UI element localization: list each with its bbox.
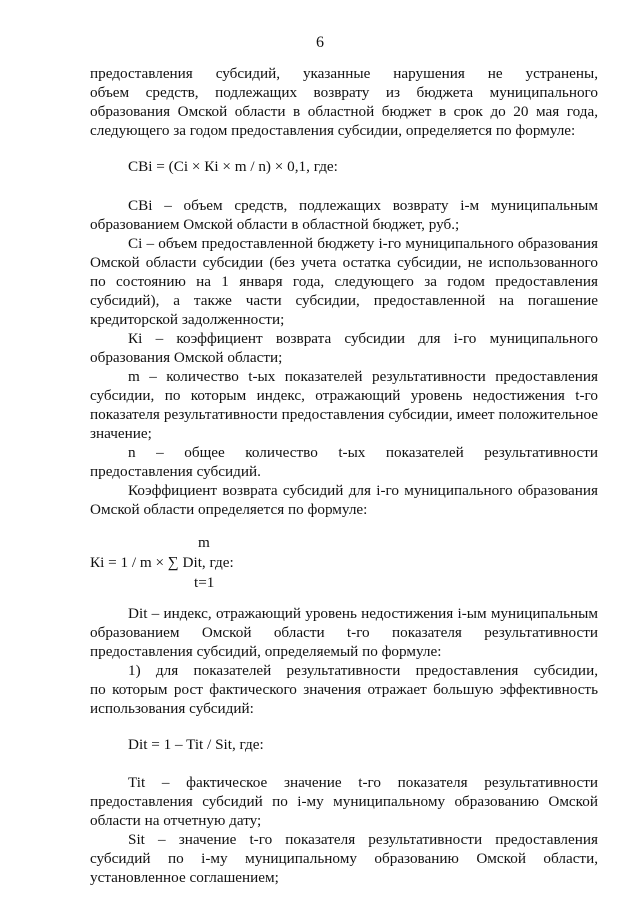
text-line: Кi – коэффициент возврата субсидии для i-го муниципального [128, 330, 598, 347]
text-line: образования Омской области в областной бюджет в срок до 20 мая года, [90, 103, 598, 120]
text-line: Омской области определяется по формуле: [90, 501, 368, 518]
sum-upper-limit: m [198, 534, 210, 551]
text-line: Омской области субсидии (без учета остатка субсидии, не использованного [90, 254, 598, 271]
text-line: объем средств, подлежащих возврату из бюджета муниципального [90, 84, 598, 101]
formula-dit: Dit = 1 – Tit / Sit, где: [128, 736, 264, 753]
text-line: значение; [90, 425, 152, 442]
text-line: Коэффициент возврата субсидий для i-го муниципального образования [128, 482, 598, 499]
text-line: по которым рост фактического значения отражает большую эффективность [90, 681, 598, 698]
text-line: образованием Омской области t-го показателя результативности [90, 624, 598, 641]
text-line: субсидий), а также части субсидии, предоставленной на погашение [90, 292, 598, 309]
text-line: предоставления субсидий, определяемый по формуле: [90, 643, 442, 660]
text-line: субсидий по i-му муниципальному образованию Омской области, [90, 850, 598, 867]
formula-ki [90, 530, 390, 590]
text-line: следующего за годом предоставления субсидии, определяется по формуле: [90, 122, 576, 139]
formula-svi: СВi = (Сi × Кi × m / n) × 0,1, где: [128, 158, 338, 175]
text-line: Dit – индекс, отражающий уровень недостижения i-ым муниципальным [128, 605, 598, 622]
text-line: n – общее количество t-ых показателей результативности [128, 444, 598, 461]
text-line: 1) для показателей результативности предоставления субсидии, [128, 662, 598, 679]
text-line: образованием Омской области в областной бюджет, руб.; [90, 216, 460, 233]
text-line: по состоянию на 1 января года, следующего за годом предоставления [90, 273, 598, 290]
text-line: предоставления субсидий по i-му муниципальному образованию Омской [90, 793, 598, 810]
text-line: Sit – значение t-го показателя результативности предоставления [128, 831, 598, 848]
text-line: кредиторской задолженности; [90, 311, 285, 328]
text-line: области на отчетную дату; [90, 812, 262, 829]
text-line: Сi – объем предоставленной бюджету i-го муниципального образования [128, 235, 598, 252]
text-line: предоставления субсидий, указанные нарушения не устранены, [90, 65, 598, 82]
text-line: Tit – фактическое значение t-го показателя результативности [128, 774, 598, 791]
text-line: предоставления субсидий. [90, 463, 261, 480]
page-number: 6 [316, 34, 324, 51]
text-line: m – количество t-ых показателей результативности предоставления [128, 368, 598, 385]
text-line: использования субсидий: [90, 700, 254, 717]
formula-ki-main: Кi = 1 / m × ∑ Dit, где: [90, 554, 234, 571]
text-line: установленное соглашением; [90, 869, 279, 886]
text-line: образования Омской области; [90, 349, 283, 366]
text-line: СВi – объем средств, подлежащих возврату i-м муниципальным [128, 197, 598, 214]
sum-lower-limit: t=1 [194, 574, 215, 591]
text-line: показателя результативности предоставления субсидии, имеет положительное [90, 406, 598, 423]
text-line: субсидии, по которым индекс, отражающий уровень недостижения t-го [90, 387, 598, 404]
